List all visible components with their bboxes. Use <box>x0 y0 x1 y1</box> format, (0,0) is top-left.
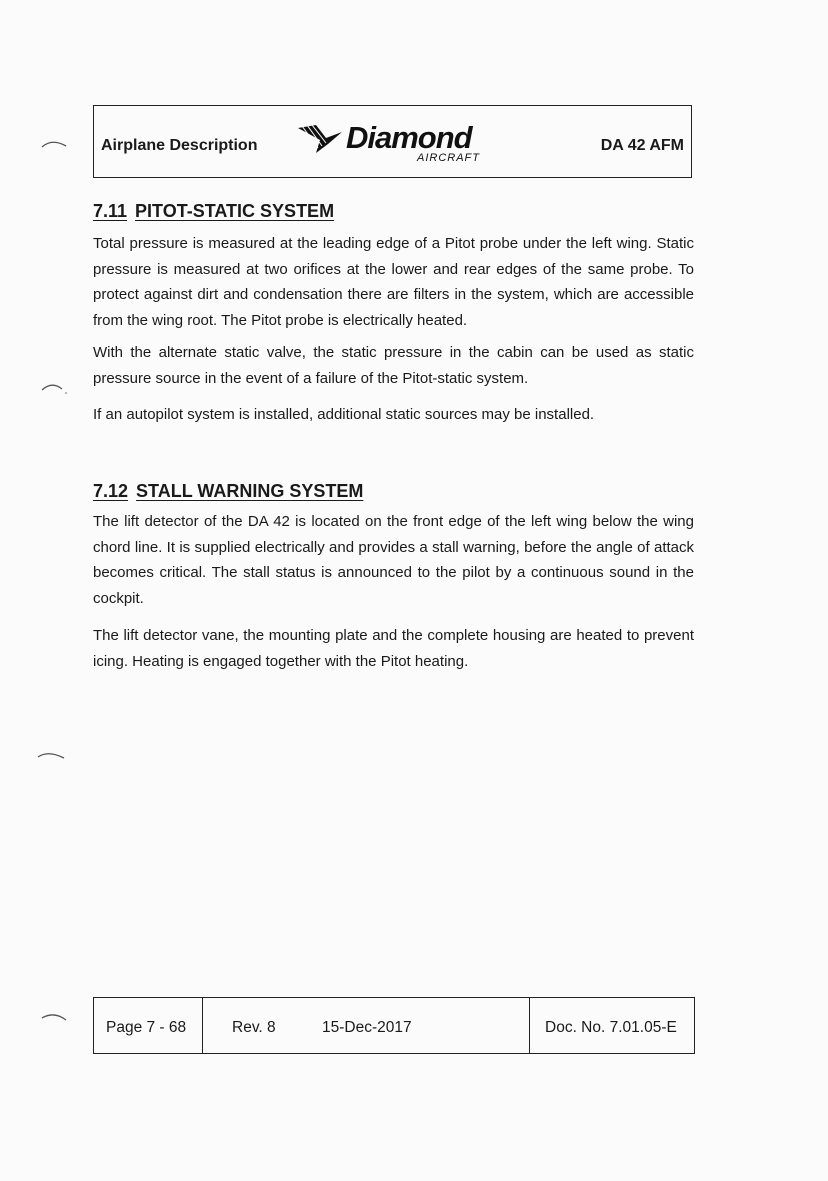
paragraph: With the alternate static valve, the static pressure in the cabin can be used as static pressure source in the event of a failure of the Pitot-static system. <box>93 344 694 387</box>
section-title: STALL WARNING SYSTEM <box>136 481 364 501</box>
section-heading <box>93 201 334 222</box>
paragraph: The lift detector vane, the mounting plate and the complete housing are heated to prevent icing. Heating is engaged together with the Pitot heating. <box>93 627 694 670</box>
page-footer <box>93 997 695 1054</box>
section-title: PITOT-STATIC SYSTEM <box>135 201 335 221</box>
diamond-wings-icon <box>298 122 348 154</box>
logo-wordmark: Diamond <box>346 120 472 155</box>
document-number: Doc. No. 7.01.05-E <box>545 1019 677 1036</box>
section-number: 7.12 <box>93 481 129 501</box>
section-number: 7.11 <box>93 201 128 221</box>
logo-subtitle: AIRCRAFT <box>417 152 480 164</box>
scan-mark <box>36 748 66 762</box>
page-number: Page 7 - 68 <box>106 1019 187 1036</box>
scan-mark <box>40 137 68 151</box>
footer-divider <box>202 998 203 1053</box>
revision-number: Rev. 8 <box>232 1019 276 1036</box>
paragraph: Total pressure is measured at the leading edge of a Pitot probe under the left wing. Static pressure is measured at two orifices at the lower and rear edges of the same probe. To protect against dirt and condensation there are filters in the system, which are accessible from the wing root. The Pitot probe is electrically heated. <box>93 235 694 329</box>
manual-id: DA 42 AFM <box>600 137 684 154</box>
scan-mark <box>40 1010 68 1024</box>
paragraph: The lift detector of the DA 42 is located on the front edge of the left wing below the wing chord line. It is supplied electrically and provides a stall warning, before the angle of attack becomes critical. The stall status is announced to the pilot by a continuous sound in the cockpit. <box>93 513 694 607</box>
scan-mark <box>40 380 68 396</box>
chapter-title: Airplane Description <box>101 137 258 154</box>
section-heading <box>93 481 363 502</box>
page-header <box>93 105 692 178</box>
diamond-aircraft-logo <box>298 120 498 170</box>
revision-date: 15-Dec-2017 <box>322 1019 412 1036</box>
footer-divider <box>529 998 530 1053</box>
paragraph: If an autopilot system is installed, additional static sources may be installed. <box>93 406 595 423</box>
